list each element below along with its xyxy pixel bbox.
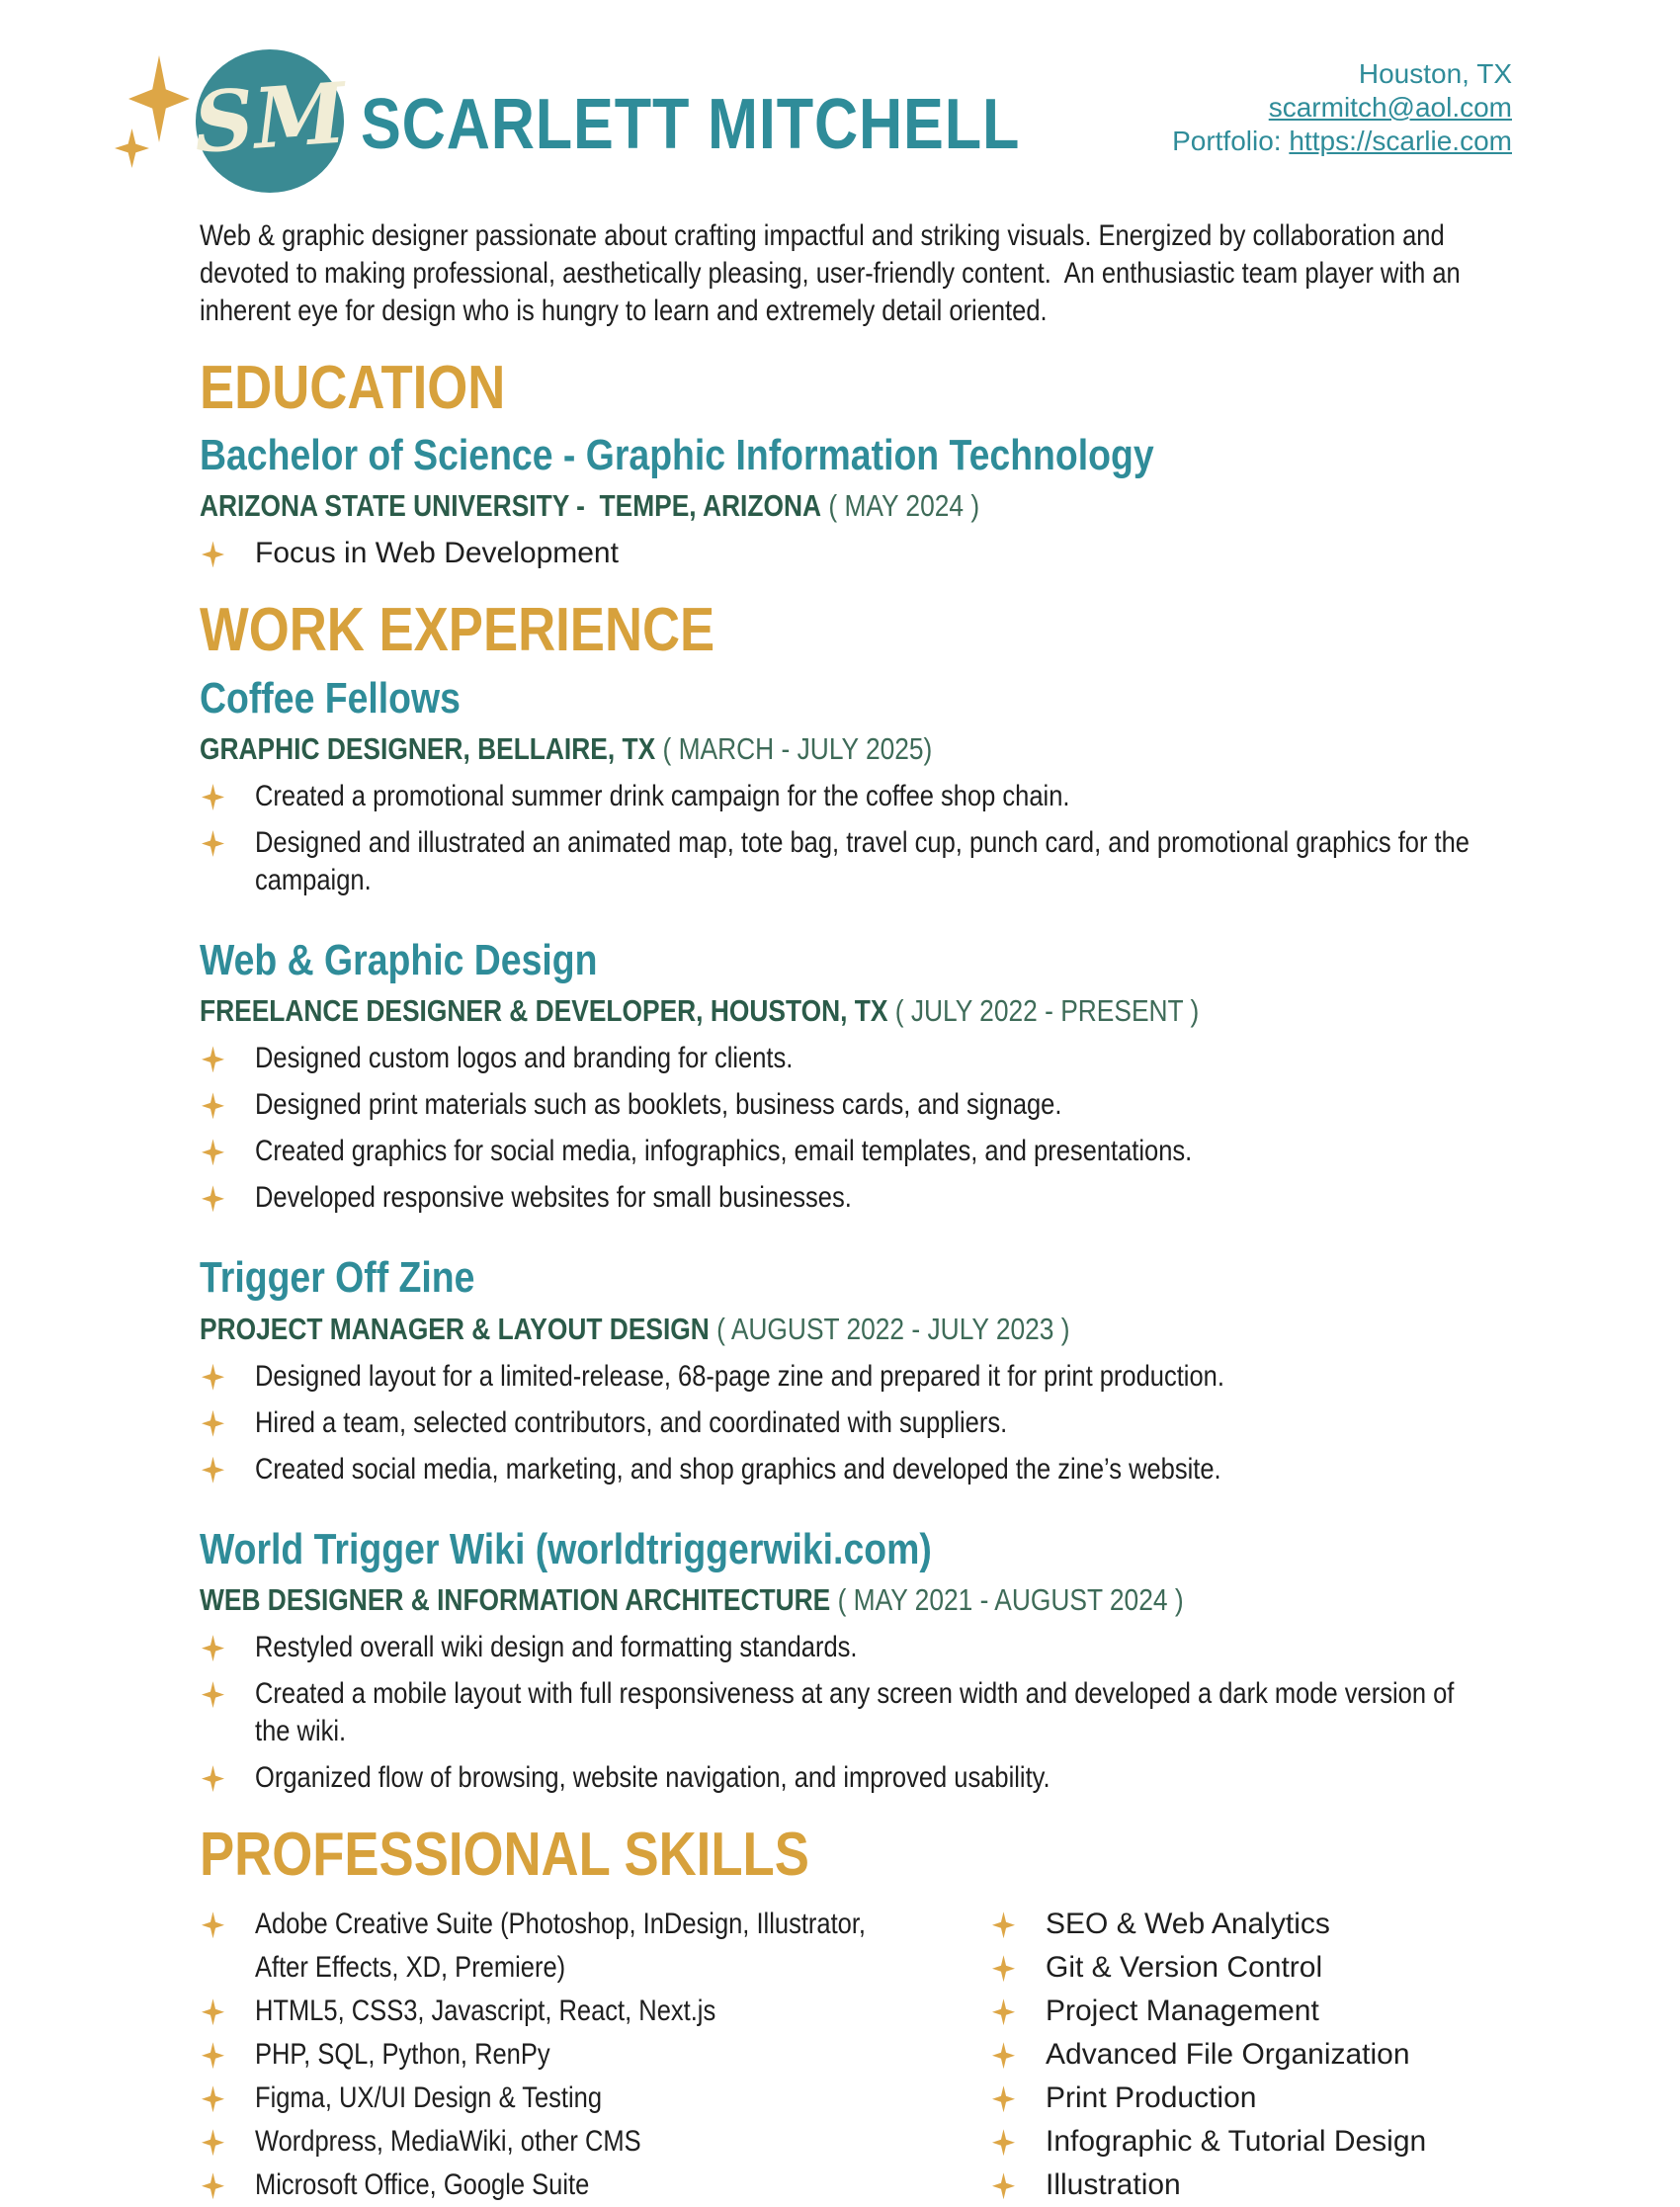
skill-text: SEO & Web Analytics: [1046, 1908, 1330, 1941]
section-work-experience: [200, 598, 1512, 1797]
role-line: [200, 1311, 1512, 1348]
role-dates: ( MARCH - JULY 2025): [662, 730, 933, 766]
sparkle-bullet-icon: [992, 1955, 1015, 1982]
sparkle-bullet-icon: [202, 830, 224, 857]
role-title: GRAPHIC DESIGNER, BELLAIRE, TX: [200, 730, 656, 766]
skill-text: Figma, UX/UI Design & Testing: [255, 2081, 603, 2115]
skill-item: [990, 1946, 1512, 1990]
bullet-item: [200, 1451, 1512, 1488]
skill-item: [200, 1903, 990, 1990]
skill-text: Print Production: [1046, 2081, 1257, 2115]
sparkle-bullet-icon: [202, 1457, 224, 1484]
role-line: [200, 1581, 1512, 1619]
summary-text: Web & graphic designer passionate about crafting impactful and striking visuals. Energized by collaboration and devoted to making professional, aesthetically pleasing, user-friendly content. An enthusiastic team player with an inherent eye for design who is hungry to learn and extremely detail oriented.: [200, 219, 1468, 327]
skill-text: Advanced File Organization: [1046, 2038, 1410, 2072]
skill-item: [200, 2164, 990, 2207]
sparkle-bullet-icon: [992, 1998, 1015, 2025]
sparkle-bullet-icon: [202, 2042, 224, 2069]
bullet-item: [200, 1040, 1512, 1077]
sparkle-bullet-icon: [992, 1911, 1015, 1938]
bullet-text: Created social media, marketing, and shop graphics and developed the zine’s website.: [255, 1452, 1221, 1485]
job-bullets: [200, 778, 1512, 899]
sparkle-bullet-icon: [992, 2129, 1015, 2156]
portfolio-link[interactable]: https://scarlie.com: [1289, 126, 1512, 156]
role-title: FREELANCE DESIGNER & DEVELOPER, HOUSTON, TX: [200, 993, 888, 1029]
role-dates: ( AUGUST 2022 - JULY 2023 ): [716, 1311, 1070, 1346]
bullet-item: [200, 1675, 1512, 1750]
bullet-text: Developed responsive websites for small businesses.: [255, 1181, 852, 1215]
page-title: [361, 85, 1136, 164]
sparkle-bullet-icon: [202, 1765, 224, 1792]
sparkle-bullet-icon: [202, 1911, 224, 1938]
skill-text: Infographic & Tutorial Design: [1046, 2125, 1427, 2159]
bullet-text: Created a promotional summer drink campaign for the coffee shop chain.: [255, 779, 1070, 812]
sparkle-bullet-icon: [992, 2042, 1015, 2069]
contact-portfolio-row: [1172, 125, 1512, 158]
contact-location: Houston, TX: [1358, 58, 1512, 89]
contact-block: [1172, 57, 1512, 158]
skill-item: [990, 2120, 1512, 2164]
role-title: PROJECT MANAGER & LAYOUT DESIGN: [200, 1311, 710, 1346]
sparkle-bullet-icon: [202, 1092, 224, 1119]
skill-text: Project Management: [1046, 1995, 1319, 2028]
person-name: SCARLETT MITCHELL: [361, 85, 1021, 164]
monogram-text: SM: [190, 62, 350, 172]
skill-text: HTML5, CSS3, Javascript, React, Next.js: [255, 1995, 716, 2028]
skill-item: [200, 2033, 990, 2077]
sparkle-bullet-icon: [202, 1681, 224, 1708]
bullet-item: [200, 1133, 1512, 1170]
bullet-text: Hired a team, selected contributors, and coordinated with suppliers.: [255, 1405, 1008, 1439]
skill-item: [990, 2077, 1512, 2120]
bullet-item: [200, 1179, 1512, 1217]
skill-text: Microsoft Office, Google Suite: [255, 2168, 590, 2202]
bullet-text: Created a mobile layout with full responsiveness at any screen width and developed a dark mode version of the wiki.: [255, 1677, 1462, 1748]
job-bullets: [200, 1358, 1512, 1488]
skills-grid: [200, 1903, 1512, 2207]
role-dates: ( MAY 2021 - AUGUST 2024 ): [837, 1582, 1184, 1618]
bullet-item: [200, 1629, 1512, 1666]
bullet-text: Created graphics for social media, infographics, email templates, and presentations.: [255, 1135, 1193, 1168]
bullet-text: Designed custom logos and branding for clients.: [255, 1042, 794, 1075]
bullet-item: [200, 1086, 1512, 1124]
sparkle-bullet-icon: [202, 2129, 224, 2156]
sparkle-bullet-icon: [202, 1046, 224, 1072]
sparkle-bullet-icon: [202, 1998, 224, 2025]
section-title-skills: PROFESSIONAL SKILLS: [200, 1821, 809, 1890]
email-link[interactable]: scarmitch@aol.com: [1268, 92, 1512, 123]
bullet-text: Designed print materials such as booklets, business cards, and signage.: [255, 1088, 1062, 1122]
job-block: [200, 1254, 1512, 1487]
role-title: WEB DESIGNER & INFORMATION ARCHITECTURE: [200, 1582, 831, 1618]
job-block: [200, 1526, 1512, 1797]
skill-item: [990, 2164, 1512, 2207]
skills-right-list: [990, 1903, 1512, 2207]
section-education: [200, 356, 1512, 572]
sparkle-bullet-icon: [202, 541, 224, 567]
sparkle-large-icon: [128, 55, 190, 142]
sparkle-small-icon: [115, 128, 149, 168]
sparkle-bullet-icon: [992, 2085, 1015, 2112]
company-title: Web & Graphic Design: [200, 935, 598, 984]
summary-section: [200, 217, 1512, 330]
bullet-item: [200, 824, 1512, 899]
skill-item: [200, 1990, 990, 2033]
sparkle-bullet-icon: [992, 2172, 1015, 2199]
skill-text: Adobe Creative Suite (Photoshop, InDesign, Illustrator, After Effects, XD, Premiere): [255, 1908, 872, 1985]
logo-monogram-badge: [190, 49, 350, 193]
company-title: Coffee Fellows: [200, 673, 461, 722]
bullet-item: [200, 1358, 1512, 1396]
bullet-text: Focus in Web Development: [255, 537, 619, 570]
portfolio-label: Portfolio:: [1172, 126, 1282, 156]
sparkle-bullet-icon: [202, 2085, 224, 2112]
sparkle-bullet-icon: [202, 784, 224, 810]
contact-email-row: [1172, 91, 1512, 125]
bullet-text: Designed and illustrated an animated map, tote bag, travel cup, punch card, and promotional graphics for the campaign.: [255, 825, 1477, 896]
bullet-item: [200, 1759, 1512, 1797]
skill-item: [990, 1903, 1512, 1946]
skill-item: [200, 2120, 990, 2164]
job-block: [200, 675, 1512, 899]
skill-text: Illustration: [1046, 2168, 1181, 2202]
role-line: [200, 992, 1512, 1030]
role-line: [200, 730, 1512, 768]
school-name: ARIZONA STATE UNIVERSITY - TEMPE, ARIZONA: [200, 488, 822, 524]
bullet-item: [200, 1404, 1512, 1442]
company-title: Trigger Off Zine: [200, 1253, 475, 1303]
job-bullets: [200, 1629, 1512, 1797]
section-skills: [200, 1823, 1512, 2207]
section-title-work: WORK EXPERIENCE: [200, 596, 715, 665]
bullet-item: [200, 778, 1512, 815]
role-dates: ( JULY 2022 - PRESENT ): [894, 993, 1200, 1029]
job-bullets: [200, 1040, 1512, 1217]
skill-text: PHP, SQL, Python, RenPy: [255, 2038, 550, 2072]
skill-text: Wordpress, MediaWiki, other CMS: [255, 2125, 641, 2159]
bullet-text: Designed layout for a limited-release, 68-page zine and prepared it for print production.: [255, 1359, 1224, 1393]
degree-title: Bachelor of Science - Graphic Information Technology: [200, 431, 1154, 480]
school-dates: [821, 488, 828, 523]
job-block: [200, 937, 1512, 1217]
skill-item: [990, 2033, 1512, 2077]
skill-text: Git & Version Control: [1046, 1951, 1323, 1985]
skills-left-list: [200, 1903, 990, 2207]
section-title-education: EDUCATION: [200, 354, 506, 422]
education-bullets: [200, 535, 1512, 572]
header: [190, 0, 1512, 208]
company-title: World Trigger Wiki (worldtriggerwiki.com): [200, 1524, 932, 1573]
sparkle-bullet-icon: [202, 1410, 224, 1437]
sparkle-bullet-icon: [202, 1635, 224, 1661]
bullet-text: Organized flow of browsing, website navigation, and improved usability.: [255, 1761, 1050, 1795]
skill-item: [990, 1990, 1512, 2033]
bullet-item: [200, 535, 1512, 572]
sparkle-bullet-icon: [202, 1364, 224, 1391]
sparkle-bullet-icon: [202, 1139, 224, 1165]
bullet-text: Restyled overall wiki design and formatting standards.: [255, 1631, 858, 1664]
school-line: ARIZONA STATE UNIVERSITY - TEMPE, ARIZONA ( MAY 2024 ): [200, 488, 980, 524]
sparkle-bullet-icon: [202, 2172, 224, 2199]
sparkle-bullet-icon: [202, 1185, 224, 1212]
skill-item: [200, 2077, 990, 2120]
